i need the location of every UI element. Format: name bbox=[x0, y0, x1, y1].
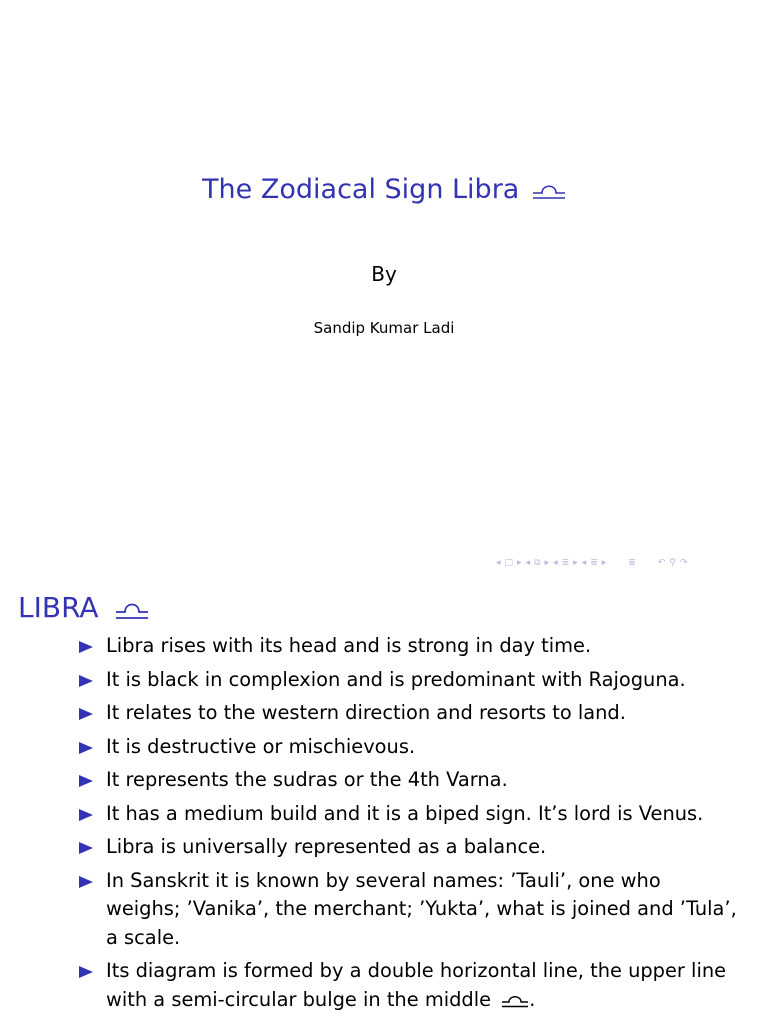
list-item bbox=[78, 666, 738, 695]
bullet-list bbox=[78, 632, 738, 1019]
nav-back-icon[interactable]: ↶ bbox=[657, 558, 666, 568]
triangle-bullet-icon bbox=[78, 741, 94, 755]
list-item bbox=[78, 699, 738, 728]
nav-forward-icon[interactable]: ↷ bbox=[679, 558, 688, 568]
nav-prev-subsection-icon[interactable]: ◂ bbox=[525, 558, 531, 568]
list-item bbox=[78, 957, 738, 1014]
presentation-title-text: The Zodiacal Sign Libra bbox=[202, 174, 520, 205]
presentation-title bbox=[0, 172, 768, 208]
bullet-text: It is black in complexion and is predominant with Rajoguna. bbox=[106, 667, 686, 691]
triangle-bullet-icon bbox=[78, 965, 94, 979]
nav-prev-part-icon[interactable]: ◂ bbox=[581, 558, 587, 568]
bullet-text: It is destructive or mischievous. bbox=[106, 734, 416, 758]
nav-next-frame-icon[interactable]: ▸ bbox=[517, 558, 522, 568]
nav-prev-section-icon[interactable]: ◂ bbox=[553, 558, 558, 568]
bullet-text: It represents the sudras or the 4th Varna. bbox=[106, 768, 508, 791]
list-item bbox=[78, 800, 738, 829]
nav-prev-frame-icon[interactable]: ◂ bbox=[496, 558, 501, 568]
bullet-suffix: . bbox=[529, 987, 536, 1011]
list-item bbox=[78, 867, 738, 953]
author-name: Sandip Kumar Ladi bbox=[313, 319, 455, 337]
list-item bbox=[78, 632, 738, 661]
frame-title-text: LIBRA bbox=[18, 591, 99, 624]
nav-subsection-icon[interactable]: ⧉ bbox=[534, 558, 541, 568]
bullet-text: Its diagram is formed by a double horizontal line, the upper line with a semi-circular bulge in the middle bbox=[106, 959, 727, 1011]
nav-section-icon[interactable]: ≣ bbox=[561, 558, 570, 568]
triangle-bullet-icon bbox=[78, 875, 94, 889]
triangle-bullet-icon bbox=[78, 674, 94, 688]
triangle-bullet-icon bbox=[78, 808, 94, 822]
bullet-text: Libra is universally represented as a balance. bbox=[106, 835, 547, 858]
libra-symbol-icon bbox=[501, 992, 529, 1008]
beamer-navigation-bar bbox=[496, 556, 761, 570]
libra-symbol-icon bbox=[532, 180, 566, 200]
nav-part-icon[interactable]: ≣ bbox=[590, 558, 598, 568]
nav-next-subsection-icon[interactable]: ▸ bbox=[544, 558, 550, 568]
triangle-bullet-icon bbox=[78, 707, 94, 721]
libra-symbol-icon bbox=[115, 598, 149, 620]
nav-next-section-icon[interactable]: ▸ bbox=[573, 558, 578, 568]
triangle-bullet-icon bbox=[78, 774, 94, 788]
triangle-bullet-icon bbox=[78, 841, 94, 855]
nav-search-icon[interactable]: ⚲ bbox=[669, 558, 676, 568]
bullet-text: Libra rises with its head and is strong in day time. bbox=[106, 634, 592, 657]
by-label: By bbox=[371, 262, 397, 286]
nav-next-part-icon[interactable]: ▸ bbox=[601, 558, 607, 568]
list-item bbox=[78, 833, 738, 862]
bullet-text: In Sanskrit it is known by several names: ’Tauli’, one who weighs; ’Vanika’, the merchant; ’Yukta’, what is joined and ’Tula’, a scale. bbox=[106, 868, 737, 949]
nav-frame-icon[interactable]: □ bbox=[504, 558, 514, 568]
bullet-text: It has a medium build and it is a biped sign. It’s lord is Venus. bbox=[106, 801, 704, 825]
bullet-text: It relates to the western direction and resorts to land. bbox=[106, 701, 626, 724]
list-item bbox=[78, 766, 738, 795]
list-item bbox=[78, 733, 738, 762]
nav-document-icon[interactable]: ≣ bbox=[628, 558, 636, 568]
triangle-bullet-icon bbox=[78, 640, 94, 654]
frame-title bbox=[18, 590, 149, 626]
